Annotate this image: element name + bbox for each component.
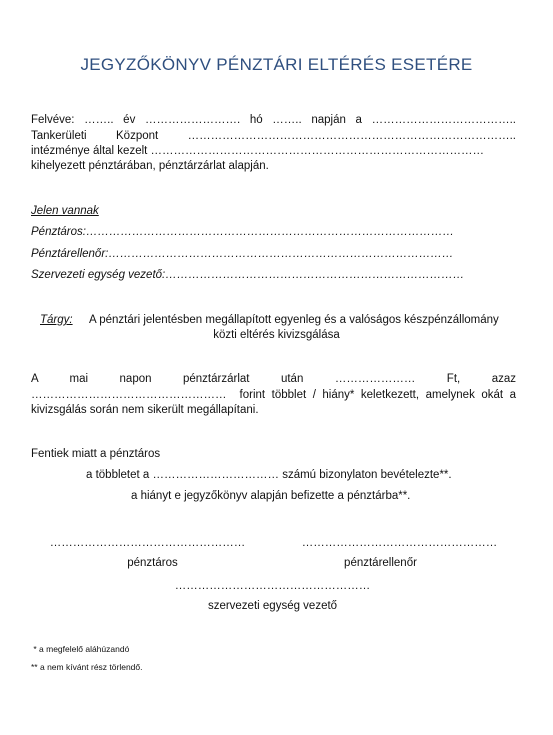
footnote-2: ** a nem kívánt rész törlendő. [31, 662, 143, 672]
signature-line-center: …………………………………………… [174, 580, 371, 592]
present-unit-head: Szervezeti egység vezető:…………………………………………………………………… [31, 269, 465, 281]
body-line-3: kivizsgálás során nem sikerült megállapítani. [31, 404, 259, 416]
conclusion-deficit: a hiányt e jegyzőkönyv alapján befizette a pénztárba**. [131, 490, 411, 502]
signature-line-right: …………………………………………… [301, 537, 498, 549]
subject-label: Tárgy: [40, 314, 73, 326]
document-title: JEGYZŐKÖNYV PÉNZTÁRI ELTÉRÉS ESETÉRE [80, 55, 473, 74]
signature-line-left: …………………………………………… [49, 537, 246, 549]
signature-label-cashier: pénztáros [127, 557, 178, 569]
intro-line-2: Tankerületi Központ ………………………………………………………………………….. [31, 130, 516, 142]
intro-line-1: Felvéve: …….. év ……………………. hó …….. napján a ……………………………….. [31, 114, 516, 126]
body-line-1: A mai napon pénztárzárlat után ………………… Ft, azaz [31, 373, 516, 385]
subject-line-2: közti eltérés kivizsgálása [213, 329, 340, 341]
present-controller: Pénztárellenőr:……………………………………………………………………………… [31, 248, 454, 260]
present-cashier: Pénztáros:…………………………………………………………………………………… [31, 226, 454, 238]
conclusion-intro: Fentiek miatt a pénztáros [31, 448, 161, 460]
intro-line-4: kihelyezett pénztárában, pénztárzárlat alapján. [31, 160, 269, 172]
present-heading: Jelen vannak [31, 205, 99, 217]
body-line-2: …………………………………………… forint többlet / hiány* keletkezett, amelynek okát a [31, 389, 516, 401]
subject-line-1: A pénztári jelentésben megállapított egyenleg és a valóságos készpénzállomány [89, 314, 499, 326]
signature-label-unit-head: szervezeti egység vezető [207, 600, 338, 612]
intro-line-3: intézménye által kezelt …………………………………………………………………………… [31, 145, 485, 157]
signature-label-controller: pénztárellenőr [344, 557, 417, 569]
footnote-1: * a megfelelő aláhúzandó [31, 644, 130, 654]
conclusion-surplus: a többletet a …………………………… számú bizonylaton bevételezte**. [86, 469, 452, 481]
